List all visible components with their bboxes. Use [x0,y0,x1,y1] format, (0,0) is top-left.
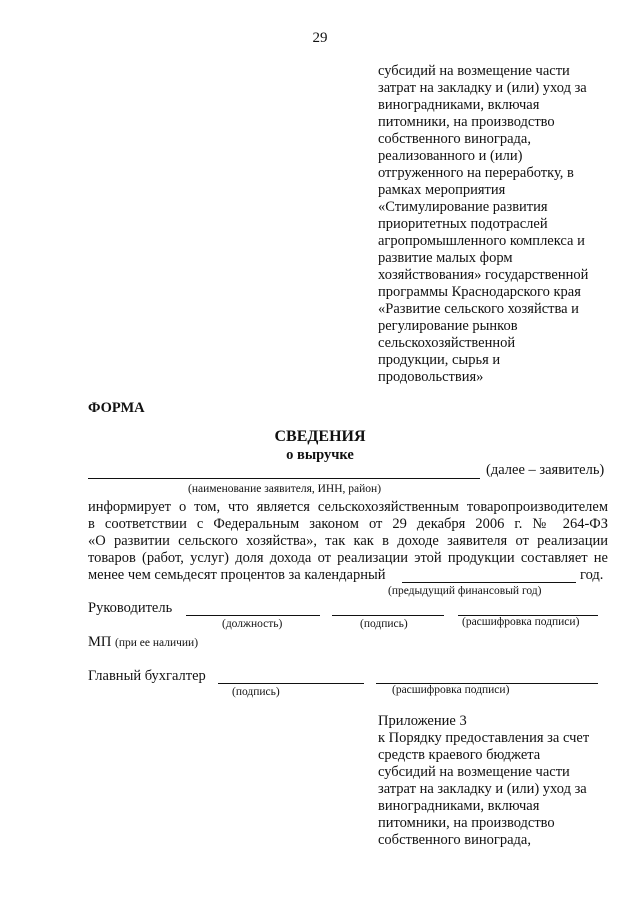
header-line: виноградниками, включая [378,97,540,113]
period-line [402,582,576,583]
appendix-line: субсидий на возмещение части [378,764,570,780]
appendix-title: Приложение 3 [378,713,467,729]
header-line: продукции, сырья и [378,352,501,368]
stamp-mp: МП [88,634,112,650]
body-line: в соответствии с Федеральным законом от 29 декабря 2006 г. № 264-ФЗ [88,516,608,532]
header-line: отгруженного на переработку, в [378,165,574,181]
header-line: питомники, на производство [378,114,555,130]
header-line: «Стимулирование развития [378,199,548,215]
header-line: программы Краснодарского края [378,284,581,300]
director-position-caption: (должность) [222,618,283,630]
body-line: «О развитии сельского хозяйства», так как в доходе заявителя от реализации [88,533,608,549]
appendix-line: питомники, на производство [378,815,555,831]
stamp-note: (при ее наличии) [115,637,199,649]
last-line-suffix: год. [580,567,604,583]
appendix-line: к Порядку предоставления за счет [378,730,590,746]
applicant-suffix: (далее – заявитель) [486,462,605,478]
body-line: информирует о том, что является сельскохозяйственным товаропроизводителем [88,499,608,515]
header-line: рамках мероприятия [378,182,506,198]
director-name-caption: (расшифровка подписи) [462,616,580,628]
header-line: собственного винограда, [378,131,531,147]
director-label: Руководитель [88,600,173,616]
header-line: «Развитие сельского хозяйства и [378,301,579,317]
accountant-label: Главный бухгалтер [88,668,206,684]
header-line: продовольствия» [378,369,484,385]
header-line: приоритетных подотраслей [378,216,548,232]
body-text [88,499,608,567]
page-number: 29 [312,30,328,46]
director-signature-line [332,615,444,616]
appendix-line: затрат на закладку и (или) уход за [378,781,587,797]
accountant-signature-line [218,683,364,684]
form-label: ФОРМА [88,400,145,416]
document-title: СВЕДЕНИЯ [274,428,366,445]
header-block [378,63,618,386]
header-line: реализованного и (или) [378,148,523,164]
applicant-caption: (наименование заявителя, ИНН, район) [188,483,382,495]
header-line: сельскохозяйственной [378,335,516,351]
accountant-signature-caption: (подпись) [232,686,280,698]
header-line: затрат на закладку и (или) уход за [378,80,587,96]
header-line: субсидий на возмещение части [378,63,570,79]
appendix-line: собственного винограда, [378,832,531,848]
last-line-text: менее чем семьдесят процентов за календарный [88,567,386,583]
stamp-label [88,634,198,651]
appendix-line: средств краевого бюджета [378,747,541,763]
header-line: агропромышленного комплекса и [378,233,585,249]
director-position-line [186,615,320,616]
appendix-line: виноградниками, включая [378,798,540,814]
header-line: развитие малых форм [378,250,513,266]
document-subtitle: о выручке [286,447,354,463]
applicant-name-line [88,478,480,479]
accountant-name-caption: (расшифровка подписи) [392,684,510,696]
director-signature-caption: (подпись) [360,618,408,630]
body-line: товаров (работ, услуг) доля дохода от реализации этой продукции составляет не [88,550,608,566]
period-caption: (предыдущий финансовый год) [388,585,542,597]
header-line: регулирование рынков [378,318,518,334]
appendix-block [378,713,618,849]
header-line: хозяйствования» государственной [378,267,589,283]
